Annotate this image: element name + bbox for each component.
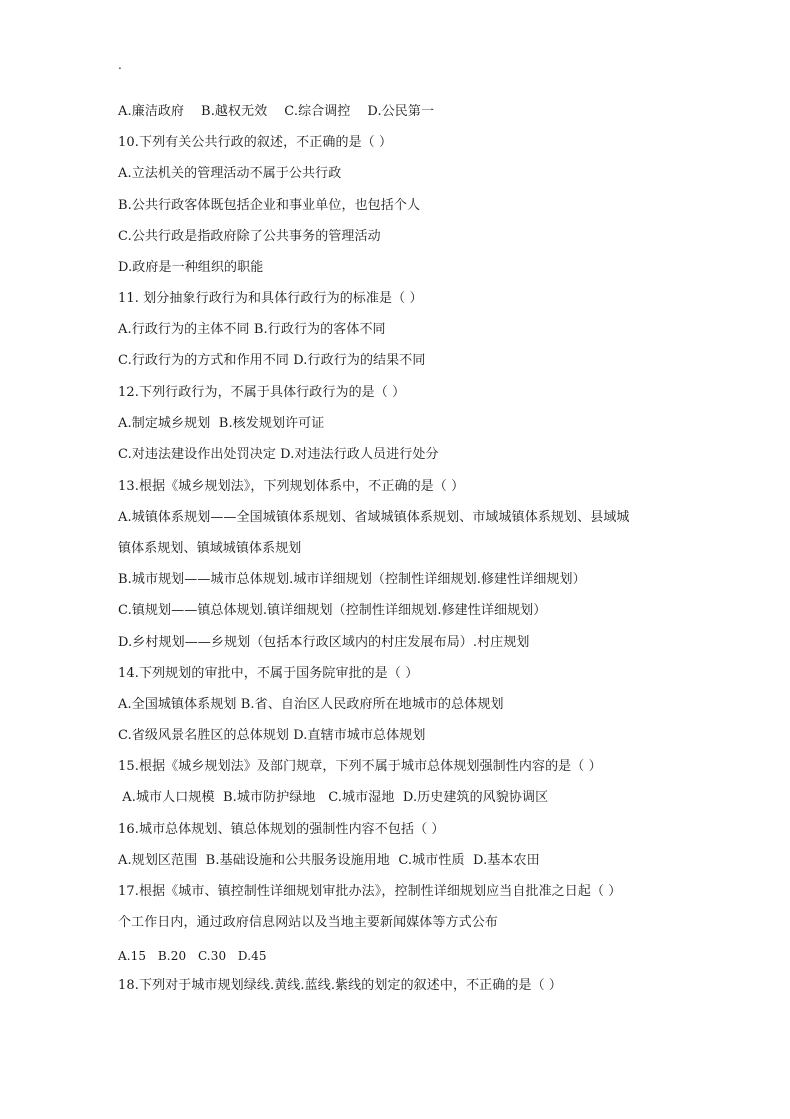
question-13-option-b: B.城市规划——城市总体规划.城市详细规划（控制性详细规划.修建性详细规划） [118,572,586,587]
question-17-stem: 17.根据《城市、镇控制性详细规划审批办法》，控制性详细规划应当自批准之日起（ ） [118,884,622,899]
question-12-stem: 12.下列行政行为，不属于具体行政行为的是（ ） [118,385,406,400]
question-17-options: A.15 B.20 C.30 D.45 [118,949,267,963]
question-10-option-c: C.公共行政是指政府除了公共事务的管理活动 [118,229,381,244]
question-15-options: A.城市人口规模 B.城市防护绿地 C.城市湿地 D.历史建筑的风貌协调区 [118,790,549,805]
question-14-stem: 14.下列规划的审批中，不属于国务院审批的是（ ） [118,666,419,681]
question-13-stem: 13.根据《城乡规划法》，下列规划体系中，不正确的是（ ） [118,479,465,494]
question-14-options-cd: C.省级风景名胜区的总体规划 D.直辖市城市总体规划 [118,728,426,743]
question-13-option-a: A.城镇体系规划——全国城镇体系规划、省域城镇体系规划、市域城镇体系规划、县域城 [118,510,630,525]
question-18-stem: 18.下列对于城市规划绿线.黄线.蓝线.紫线的划定的叙述中，不正确的是（ ） [118,978,563,993]
question-10-stem: 10.下列有关公共行政的叙述，不正确的是（ ） [118,135,393,150]
question-13-option-c: C.镇规划——镇总体规划.镇详细规划（控制性详细规划.修建性详细规划） [118,603,547,618]
question-12-options-ab: A.制定城乡规划 B.核发规划许可证 [118,416,325,431]
question-12-options-cd: C.对违法建设作出处罚决定 D.对违法行政人员进行处分 [118,447,439,462]
question-11-options-cd: C.行政行为的方式和作用不同 D.行政行为的结果不同 [118,353,426,368]
question-11-options-ab: A.行政行为的主体不同 B.行政行为的客体不同 [118,322,386,337]
question-16-options: A.规划区范围 B.基础设施和公共服务设施用地 C.城市性质 D.基本农田 [118,853,540,868]
question-16-stem: 16.城市总体规划、镇总体规划的强制性内容不包括（ ） [118,822,445,837]
question-15-stem: 15.根据《城乡规划法》及部门规章，下列不属于城市总体规划强制性内容的是（ ） [118,759,602,774]
question-10-option-d: D.政府是一种组织的职能 [118,260,264,275]
question-13-option-a-cont: 镇体系规划、镇域城镇体系规划 [118,541,302,556]
question-14-options-ab: A.全国城镇体系规划 B.省、自治区人民政府所在地城市的总体规划 [118,697,504,712]
question-11-stem: 11. 划分抽象行政行为和具体行政行为的标准是（ ） [118,291,423,306]
page-top-mark: . [118,58,122,72]
question-17-stem-cont: 个工作日内，通过政府信息网站以及当地主要新闻媒体等方式公布 [118,915,498,930]
question-9-options: A.廉洁政府 B.越权无效 C.综合调控 D.公民第一 [118,104,435,119]
question-13-option-d: D.乡村规划——乡规划（包括本行政区域内的村庄发展布局）.村庄规划 [118,635,530,650]
question-10-option-a: A.立法机关的管理活动不属于公共行政 [118,166,342,181]
question-10-option-b: B.公共行政客体既包括企业和事业单位，也包括个人 [118,198,421,213]
